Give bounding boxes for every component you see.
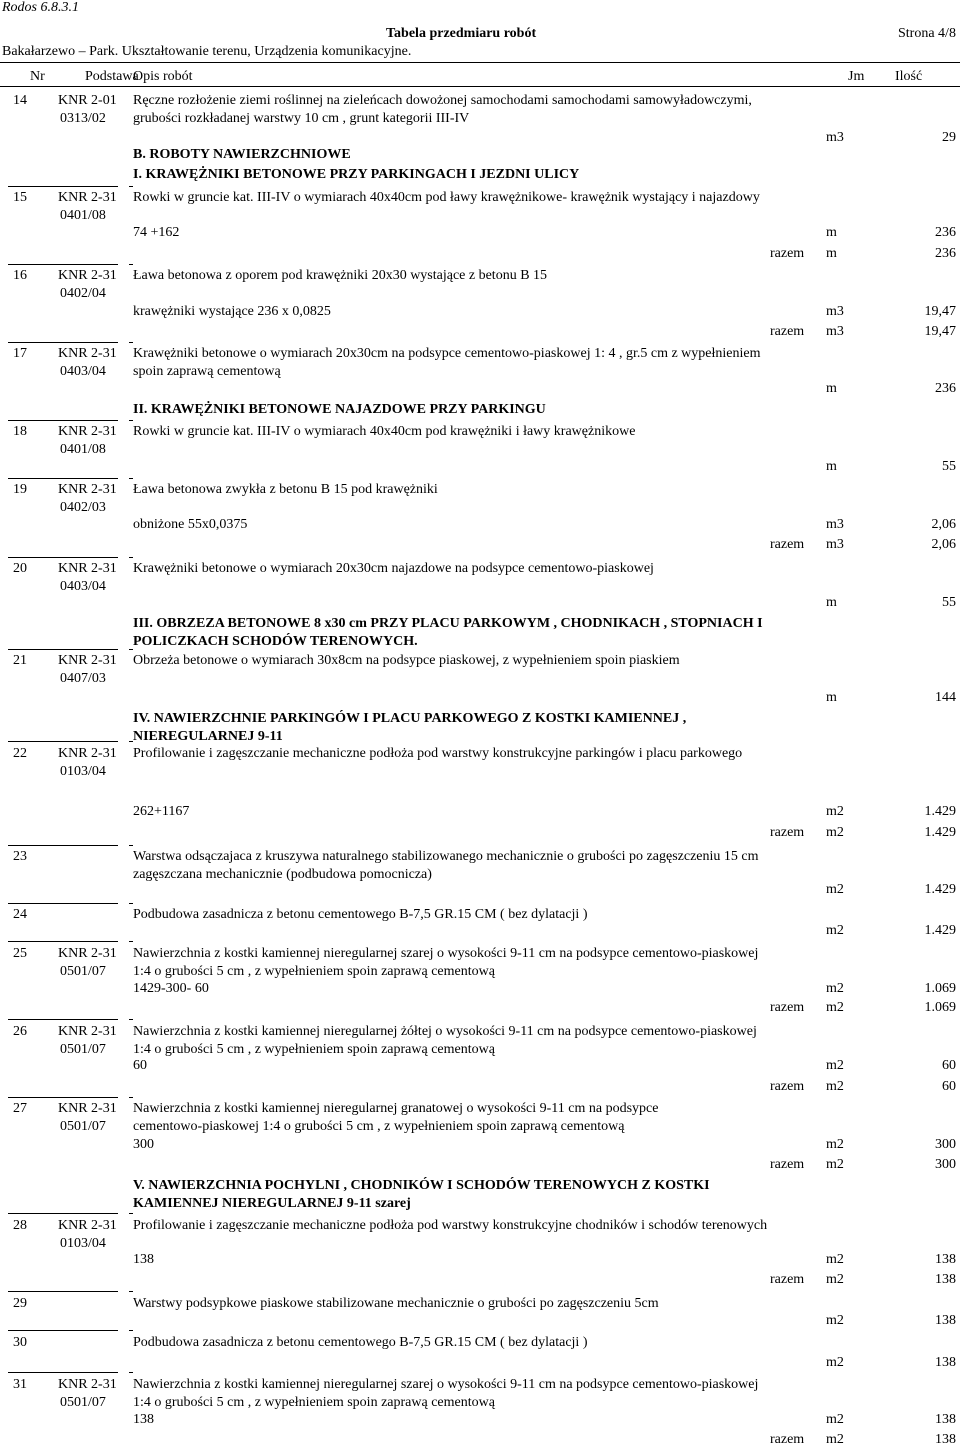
- item-podstawa-code: 0403/04: [60, 579, 106, 594]
- quantity-calculation: obniżone 55x0,0375: [133, 517, 248, 532]
- item-podstawa-knr: KNR 2-31: [58, 946, 117, 961]
- row-separator-left: [8, 941, 118, 942]
- item-number: 17: [13, 346, 27, 361]
- page-number: Strona 4/8: [898, 26, 956, 41]
- row-separator-left: [8, 1291, 118, 1292]
- quantity-razem-label: razem: [770, 1000, 805, 1015]
- item-podstawa-knr: KNR 2-31: [58, 1024, 117, 1039]
- section-heading: II. KRAWĘŻNIKI BETONOWE NAJAZDOWE PRZY PARKINGU: [133, 402, 546, 417]
- item-number: 27: [13, 1101, 27, 1116]
- quantity-unit: m2: [826, 1137, 844, 1152]
- item-description: Profilowanie i zagęszczanie mechaniczne podłoża pod warstwy konstrukcyjne chodników i schodów terenowych: [133, 1218, 768, 1233]
- quantity-value: 138: [935, 1313, 956, 1328]
- quantity-unit: m3: [826, 537, 844, 552]
- quantity-unit: m2: [826, 1252, 844, 1267]
- item-podstawa-knr: KNR 2-31: [58, 561, 117, 576]
- row-separator-tick: [129, 1330, 133, 1331]
- row-separator-left: [8, 478, 118, 479]
- quantity-unit: m2: [826, 1432, 844, 1447]
- quantity-unit: m2: [826, 804, 844, 819]
- row-separator-tick: [129, 1097, 133, 1098]
- item-podstawa-knr: KNR 2-31: [58, 482, 117, 497]
- quantity-value: 236: [935, 246, 956, 261]
- item-number: 21: [13, 653, 27, 668]
- item-number: 18: [13, 424, 27, 439]
- item-podstawa-knr: KNR 2-31: [58, 653, 117, 668]
- quantity-value: 1.429: [924, 923, 956, 938]
- row-separator-left: [8, 342, 118, 343]
- quantity-value: 300: [935, 1137, 956, 1152]
- item-number: 29: [13, 1296, 27, 1311]
- quantity-razem-label: razem: [770, 825, 805, 840]
- quantity-value: 300: [935, 1157, 956, 1172]
- item-description: grubości rozkładanej warstwy 10 cm , grunt kategorii III-IV: [133, 111, 470, 126]
- item-description: Ręczne rozłożenie ziemi roślinnej na zieleńcach dowożonej samochodami samochodami samowyładowczymi,: [133, 93, 752, 108]
- quantity-unit: m2: [826, 1157, 844, 1172]
- item-podstawa-code: 0103/04: [60, 764, 106, 779]
- quantity-value: 19,47: [924, 304, 956, 319]
- row-separator-tick: [129, 186, 133, 187]
- item-podstawa-knr: KNR 2-31: [58, 1101, 117, 1116]
- section-heading: KAMIENNEJ NIEREGULARNEJ 9-11 szarej: [133, 1196, 411, 1211]
- item-description: zagęszczana mechanicznie (podbudowa pomocnicza): [133, 867, 432, 882]
- row-separator-left: [8, 420, 118, 421]
- row-separator-tick: [129, 903, 133, 904]
- quantity-razem-label: razem: [770, 1157, 805, 1172]
- item-description: Krawężniki betonowe o wymiarach 20x30cm najazdowe na podsypce cementowo-piaskowej: [133, 561, 654, 576]
- item-description: Nawierzchnia z kostki kamiennej nieregularnej granatowej o wysokości 9-11 cm na podsypce: [133, 1101, 659, 1116]
- section-heading: POLICZKACH SCHODÓW TERENOWYCH.: [133, 634, 418, 649]
- item-description: 1:4 o grubości 5 cm , z wypełnieniem spoin zaprawą cementową: [133, 1395, 495, 1410]
- row-separator-tick: [129, 1213, 133, 1214]
- quantity-unit: m2: [826, 1079, 844, 1094]
- item-description: Krawężniki betonowe o wymiarach 20x30cm na podsypce cementowo-piaskowej 1: 4 , gr.5 cm z wypełnieniem: [133, 346, 761, 361]
- item-number: 28: [13, 1218, 27, 1233]
- item-podstawa-code: 0401/08: [60, 208, 106, 223]
- item-podstawa-knr: KNR 2-31: [58, 190, 117, 205]
- section-heading: NIEREGULARNEJ 9-11: [133, 729, 283, 744]
- quantity-calculation: 1429-300- 60: [133, 981, 209, 996]
- item-description: Ława betonowa z oporem pod krawężniki 20x30 wystające z betonu B 15: [133, 268, 548, 283]
- quantity-calculation: krawężniki wystające 236 x 0,0825: [133, 304, 331, 319]
- quantity-unit: m: [826, 246, 837, 261]
- column-header-podstawa: Podstawa: [85, 69, 139, 84]
- row-separator-tick: [129, 342, 133, 343]
- quantity-value: 144: [935, 690, 956, 705]
- item-description: Nawierzchnia z kostki kamiennej nieregularnej żółtej o wysokości 9-11 cm na podsypce cementowo-piaskowej: [133, 1024, 757, 1039]
- quantity-value: 1.429: [924, 882, 956, 897]
- row-separator-tick: [129, 557, 133, 558]
- quantity-unit: m2: [826, 1412, 844, 1427]
- item-description: Nawierzchnia z kostki kamiennej nieregularnej szarej o wysokości 9-11 cm na podsypce cementowo-piaskowej: [133, 946, 759, 961]
- quantity-value: 138: [935, 1412, 956, 1427]
- row-separator-left: [8, 845, 118, 846]
- item-description: Warstwy podsypkowe piaskowe stabilizowane mechanicznie o grubości po zagęszczeniu 5cm: [133, 1296, 659, 1311]
- item-number: 30: [13, 1335, 27, 1350]
- quantity-value: 19,47: [924, 324, 956, 339]
- row-separator-left: [8, 186, 118, 187]
- item-description: Podbudowa zasadnicza z betonu cementowego B-7,5 GR.15 CM ( bez dylatacji ): [133, 907, 588, 922]
- item-podstawa-code: 0501/07: [60, 1395, 106, 1410]
- quantity-unit: m: [826, 690, 837, 705]
- quantity-value: 55: [942, 459, 956, 474]
- quantity-calculation: 138: [133, 1412, 154, 1427]
- item-description: Warstwa odsączajaca z kruszywa naturalnego stabilizowanego mechanicznie o grubości po zagęszczeniu 15 cm: [133, 849, 759, 864]
- quantity-value: 29: [942, 130, 956, 145]
- item-podstawa-knr: KNR 2-31: [58, 424, 117, 439]
- section-heading: I. KRAWĘŻNIKI BETONOWE PRZY PARKINGACH I JEZDNI ULICY: [133, 167, 580, 182]
- row-separator-left: [8, 1330, 118, 1331]
- item-podstawa-knr: KNR 2-31: [58, 1377, 117, 1392]
- section-heading: B. ROBOTY NAWIERZCHNIOWE: [133, 147, 351, 162]
- quantity-value: 2,06: [931, 537, 956, 552]
- item-number: 14: [13, 93, 27, 108]
- column-header-opis: Opis robót: [133, 69, 193, 84]
- row-separator-left: [8, 1213, 118, 1214]
- row-separator-tick: [129, 264, 133, 265]
- item-description: Profilowanie i zagęszczanie mechaniczne podłoża pod warstwy konstrukcyjne parkingów i placu parkowego: [133, 746, 743, 761]
- header-line: [0, 86, 960, 87]
- item-description: Ława betonowa zwykła z betonu B 15 pod krawężniki: [133, 482, 438, 497]
- item-number: 23: [13, 849, 27, 864]
- item-podstawa-code: 0403/04: [60, 364, 106, 379]
- quantity-value: 138: [935, 1355, 956, 1370]
- item-description: 1:4 o grubości 5 cm , z wypełnieniem spoin zaprawą cementową: [133, 964, 495, 979]
- quantity-unit: m: [826, 381, 837, 396]
- quantity-unit: m2: [826, 1272, 844, 1287]
- item-description: Nawierzchnia z kostki kamiennej nieregularnej szarej o wysokości 9-11 cm na podsypce cementowo-piaskowej: [133, 1377, 759, 1392]
- row-separator-tick: [129, 845, 133, 846]
- row-separator-tick: [129, 1372, 133, 1373]
- quantity-calculation: 300: [133, 1137, 154, 1152]
- quantity-value: 138: [935, 1252, 956, 1267]
- item-number: 24: [13, 907, 27, 922]
- quantity-value: 60: [942, 1079, 956, 1094]
- quantity-unit: m3: [826, 130, 844, 145]
- page-title: Tabela przedmiaru robót: [386, 26, 537, 41]
- item-podstawa-knr: KNR 2-01: [58, 93, 117, 108]
- quantity-razem-label: razem: [770, 1079, 805, 1094]
- quantity-value: 138: [935, 1432, 956, 1447]
- section-heading: IV. NAWIERZCHNIE PARKINGÓW I PLACU PARKOWEGO Z KOSTKI KAMIENNEJ ,: [133, 711, 687, 726]
- item-podstawa-code: 0401/08: [60, 442, 106, 457]
- quantity-value: 138: [935, 1272, 956, 1287]
- item-podstawa-code: 0103/04: [60, 1236, 106, 1251]
- section-heading: V. NAWIERZCHNIA POCHYLNI , CHODNIKÓW I SCHODÓW TERENOWYCH Z KOSTKI: [133, 1178, 710, 1193]
- quantity-value: 236: [935, 381, 956, 396]
- row-separator-left: [8, 1019, 118, 1020]
- quantity-unit: m2: [826, 825, 844, 840]
- item-podstawa-knr: KNR 2-31: [58, 268, 117, 283]
- item-number: 31: [13, 1377, 27, 1392]
- header-line: [0, 62, 960, 63]
- item-description: spoin zaprawą cementową: [133, 364, 281, 379]
- item-podstawa-code: 0501/07: [60, 964, 106, 979]
- quantity-razem-label: razem: [770, 1432, 805, 1447]
- item-podstawa-code: 0402/03: [60, 500, 106, 515]
- item-podstawa-knr: KNR 2-31: [58, 1218, 117, 1233]
- item-description: Obrzeża betonowe o wymiarach 30x8cm na podsypce piaskowej, z wypełnieniem spoin piaskiem: [133, 653, 680, 668]
- column-header-ilosc: Ilość: [895, 69, 923, 84]
- quantity-value: 55: [942, 595, 956, 610]
- row-separator-tick: [129, 420, 133, 421]
- item-description: Podbudowa zasadnicza z betonu cementowego B-7,5 GR.15 CM ( bez dylatacji ): [133, 1335, 588, 1350]
- item-podstawa-code: 0501/07: [60, 1042, 106, 1057]
- document-subtitle: Bakałarzewo – Park. Ukształtowanie terenu, Urządzenia komunikacyjne.: [2, 44, 412, 59]
- quantity-unit: m2: [826, 1058, 844, 1073]
- row-separator-tick: [129, 941, 133, 942]
- quantity-value: 60: [942, 1058, 956, 1073]
- row-separator-left: [8, 1097, 118, 1098]
- quantity-unit: m2: [826, 923, 844, 938]
- quantity-value: 1.429: [924, 825, 956, 840]
- quantity-value: 1.429: [924, 804, 956, 819]
- item-number: 26: [13, 1024, 27, 1039]
- row-separator-tick: [129, 1019, 133, 1020]
- row-separator-left: [8, 1372, 118, 1373]
- quantity-razem-label: razem: [770, 324, 805, 339]
- item-podstawa-code: 0501/07: [60, 1119, 106, 1134]
- column-header-jm: Jm: [848, 69, 865, 84]
- quantity-unit: m2: [826, 882, 844, 897]
- item-podstawa-knr: KNR 2-31: [58, 746, 117, 761]
- app-name: Rodos 6.8.3.1: [2, 0, 79, 15]
- row-separator-tick: [129, 1291, 133, 1292]
- item-podstawa-code: 0407/03: [60, 671, 106, 686]
- item-podstawa-knr: KNR 2-31: [58, 346, 117, 361]
- quantity-value: 2,06: [931, 517, 956, 532]
- quantity-unit: m3: [826, 517, 844, 532]
- quantity-unit: m2: [826, 1000, 844, 1015]
- quantity-value: 1.069: [924, 981, 956, 996]
- quantity-unit: m2: [826, 981, 844, 996]
- item-description: 1:4 o grubości 5 cm , z wypełnieniem spoin zaprawą cementową: [133, 1042, 495, 1057]
- row-separator-left: [8, 741, 118, 742]
- item-number: 16: [13, 268, 27, 283]
- section-heading: III. OBRZEZA BETONOWE 8 x30 cm PRZY PLACU PARKOWYM , CHODNIKACH , STOPNIACH I: [133, 616, 763, 631]
- item-description: Rowki w gruncie kat. III-IV o wymiarach 40x40cm pod ławy krawężnikowe- krawężnik wystający i najazdowy: [133, 190, 760, 205]
- quantity-value: 236: [935, 225, 956, 240]
- quantity-unit: m: [826, 225, 837, 240]
- row-separator-left: [8, 264, 118, 265]
- quantity-unit: m3: [826, 324, 844, 339]
- quantity-unit: m: [826, 459, 837, 474]
- quantity-razem-label: razem: [770, 1272, 805, 1287]
- row-separator-left: [8, 649, 118, 650]
- item-podstawa-code: 0402/04: [60, 286, 106, 301]
- column-header-nr: Nr: [30, 69, 45, 84]
- quantity-calculation: 262+1167: [133, 804, 190, 819]
- quantity-calculation: 60: [133, 1058, 147, 1073]
- quantity-value: 1.069: [924, 1000, 956, 1015]
- quantity-calculation: 74 +162: [133, 225, 180, 240]
- quantity-unit: m2: [826, 1355, 844, 1370]
- item-number: 15: [13, 190, 27, 205]
- item-podstawa-code: 0313/02: [60, 111, 106, 126]
- item-number: 25: [13, 946, 27, 961]
- item-number: 20: [13, 561, 27, 576]
- quantity-razem-label: razem: [770, 537, 805, 552]
- quantity-razem-label: razem: [770, 246, 805, 261]
- item-number: 22: [13, 746, 27, 761]
- item-number: 19: [13, 482, 27, 497]
- quantity-unit: m: [826, 595, 837, 610]
- quantity-calculation: 138: [133, 1252, 154, 1267]
- item-description: Rowki w gruncie kat. III-IV o wymiarach 40x40cm pod krawężniki i ławy krawężnikowe: [133, 424, 636, 439]
- quantity-unit: m2: [826, 1313, 844, 1328]
- item-description: cementowo-piaskowej 1:4 o grubości 5 cm , z wypełnieniem spoin zaprawą cementową: [133, 1119, 625, 1134]
- row-separator-tick: [129, 478, 133, 479]
- row-separator-left: [8, 557, 118, 558]
- quantity-unit: m3: [826, 304, 844, 319]
- row-separator-left: [8, 903, 118, 904]
